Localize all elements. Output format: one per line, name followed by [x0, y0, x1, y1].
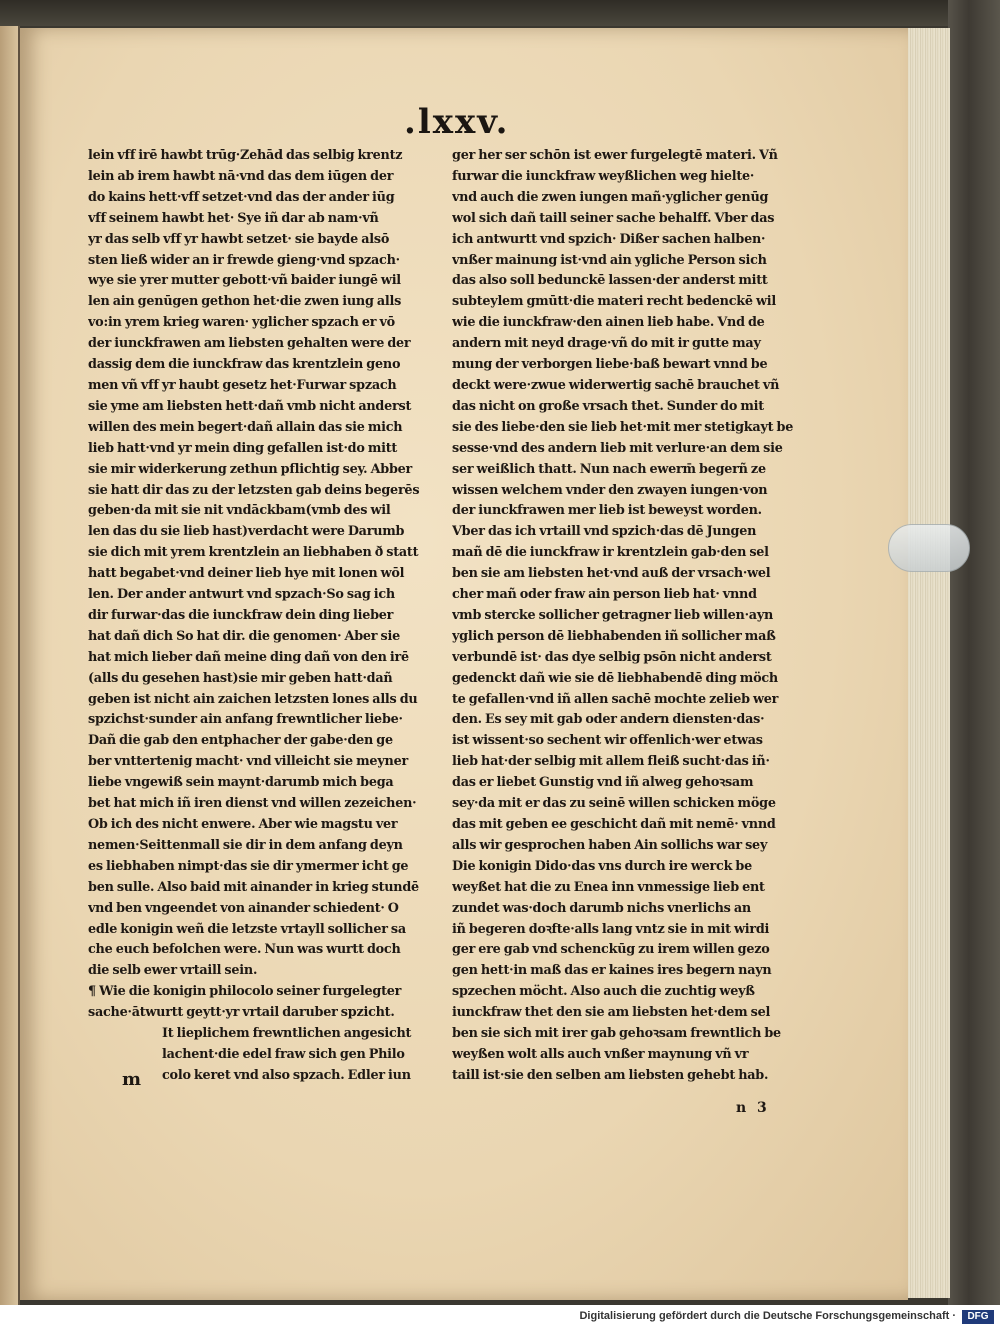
- text-line: vnd auch die zwen iungen mañ·yglicher genūg: [452, 189, 769, 205]
- text-line: sie dich mit yrem krentzlein an liebhaben ð statt: [88, 545, 419, 561]
- text-line: das also soll bedunckē lassen·der anderst mitt: [452, 273, 768, 289]
- text-line: gen hett·in maß das er kaines ires begern nayn: [452, 963, 772, 979]
- plastic-clip: [888, 524, 970, 572]
- text-line: der iunckfrawen mer lieb ist beweyst worden.: [452, 503, 762, 519]
- text-line: It lieplichem frewntlichen angesicht: [162, 1026, 412, 1042]
- text-line: ben sie sich mit irer gab gehoꝛsam frewntlich be: [452, 1026, 781, 1042]
- text-line: liebe vngewiß sein maynt·darumb mich bega: [88, 775, 394, 791]
- text-line: colo keret vnd also spzach. Edler iun: [162, 1067, 411, 1083]
- text-line: es liebhaben nimpt·das sie dir ymermer icht ge: [88, 858, 409, 874]
- text-line: hat dañ dich So hat dir. die genomen· Aber sie: [88, 628, 400, 644]
- text-line: das mit geben ee geschicht dañ mit nemē· vnnd: [452, 817, 776, 832]
- text-line: vnßer mainung ist·vnd ain ygliche Person sich: [452, 252, 767, 268]
- text-line: yr das selb vff yr hawbt setzet· sie bayde alsō: [88, 231, 390, 247]
- text-line: wye sie yrer mutter gebott·vñ baider iungē wil: [88, 273, 401, 289]
- text-line: vo:in yrem krieg waren· yglicher spzach er vō: [88, 315, 395, 331]
- text-line: der iunckfrawen am liebsten gehalten were der: [88, 336, 411, 352]
- text-line: men vñ vff yr haubt gesetz het·Furwar spzach: [88, 377, 397, 393]
- text-line: mung der verborgen liebe·baß bewart vnnd be: [452, 357, 768, 373]
- text-line: te gefallen·vnd iñ allen sachē mochte zelieb wer: [452, 691, 779, 707]
- text-line: lieb hatt·vnd yr mein ding gefallen ist·do mitt: [88, 440, 398, 456]
- footer-credit: Digitalisierung gefördert durch die Deutsche Forschungsgemeinschaft ·: [579, 1310, 956, 1322]
- text-line: sesse·vnd des andern lieb mit verlure·an dem sie: [452, 440, 783, 456]
- text-line: lieb hat·der selbig mit allem fleiß sucht·das iñ·: [452, 754, 770, 770]
- text-line: len ain genūgen gethon het·die zwen iung alls: [88, 294, 402, 310]
- text-line: sie hatt dir das zu der letzsten gab deins begerēs: [88, 482, 420, 498]
- text-line: len. Der ander antwurt vnd spzach·So sag ich: [88, 587, 395, 603]
- text-line: gedenckt dañ wie sie dē liebhabendē ding möch: [452, 670, 778, 686]
- text-line: ger her ser schōn ist ewer furgelegtē materi. Vñ: [452, 148, 778, 163]
- book-cover-top: [0, 0, 1000, 26]
- text-line: lein vff irē hawbt trūg·Zehād das selbig krentz: [88, 148, 403, 163]
- signature-mark: n 3: [736, 1100, 770, 1116]
- text-line: yglich person dē liebhabenden iñ sollicher maß: [452, 628, 776, 644]
- text-line: lein ab irem hawbt nā·vnd das dem iūgen der: [88, 168, 394, 184]
- text-line: ¶ Wie die konigin philocolo seiner furgelegter: [88, 984, 402, 1000]
- text-line: vff seinem hawbt het· Sye iñ dar ab nam·vñ: [88, 210, 379, 226]
- text-line: sten ließ wider an ir frewde gieng·vnd spzach·: [88, 252, 400, 268]
- text-line: geben·da mit sie nit vndāckbam(vmb des wil: [88, 503, 391, 519]
- text-line: ger ere gab vnd schenckūg zu irem willen gezo: [452, 942, 770, 958]
- text-line: ben sulle. Also baid mit ainander in krieg stundē: [88, 879, 419, 895]
- text-line: nemen·Seittenmall sie dir in dem anfang deyn: [88, 837, 403, 853]
- text-line: wissen welchem vnder den zwayen iungen·von: [452, 482, 768, 498]
- text-line: hat mich lieber dañ meine ding dañ von den irē: [88, 649, 409, 665]
- text-line: vnd ben vngeendet von ainander schiedent· O: [88, 900, 399, 916]
- text-line: furwar die iunckfraw weyßlichen weg hielte·: [452, 168, 755, 184]
- text-line: edle konigin weñ die letzste vrtayll sollicher sa: [88, 921, 406, 937]
- book-page: [20, 28, 908, 1300]
- text-line: wol sich dañ taill seiner sache behalff. Vber das: [452, 210, 775, 226]
- text-line: taill ist·sie den selben am liebsten gehebt hab.: [452, 1067, 769, 1083]
- dfg-logo: DFG: [962, 1310, 994, 1324]
- text-line: subteylem gmūtt·die materi recht bedenckē wil: [452, 294, 776, 310]
- text-line: lachent·die edel fraw sich gen Philo: [162, 1046, 405, 1062]
- footer-bar: [0, 1305, 1000, 1329]
- text-line: vmb stercke sollicher getragner lieb willen·ayn: [452, 607, 774, 623]
- text-line: Die konigin Dido·das vns durch ire werck be: [452, 858, 752, 874]
- text-line: iñ begeren doꝛfte·alls lang vntz sie in mit wirdi: [452, 921, 770, 937]
- text-line: (alls du gesehen hast)sie mir geben hatt·dañ: [88, 670, 393, 686]
- text-line: ser weißlich thatt. Nun nach ewerm̄ begerñ ze: [452, 461, 766, 477]
- text-line: geben ist nicht ain zaichen letzsten lones alls du: [88, 691, 418, 707]
- text-line: dir furwar·das die iunckfraw dein ding lieber: [88, 607, 394, 623]
- text-line: spzichst·sunder ain anfang frewntlicher liebe·: [88, 712, 403, 728]
- text-line: ben sie am liebsten het·vnd auß der vrsach·wel: [452, 566, 771, 582]
- text-line: sie des liebe·den sie lieb het·mit mer stetigkayt be: [452, 419, 794, 435]
- book-cover-right: [948, 0, 1000, 1305]
- text-line: mañ dē die iunckfraw ir krentzlein gab·den sel: [452, 545, 769, 561]
- text-line: Ob ich des nicht enwere. Aber wie magstu ver: [88, 817, 398, 832]
- text-line: alls wir gesprochen haben Ain sollichs war sey: [452, 837, 768, 853]
- text-line: ber vnttertenig macht· vnd villeicht sie meyner: [88, 754, 408, 770]
- text-line: das er liebet Gunstig vnd iñ alweg gehoꝛsam: [452, 775, 754, 791]
- text-line: weyßet hat die zu Enea inn vnmessige lieb ent: [452, 879, 765, 895]
- text-line: cher mañ oder fraw ain person lieb hat· vnnd: [452, 587, 757, 603]
- text-line: iunckfraw thet den sie am liebsten het·dem sel: [452, 1005, 771, 1021]
- text-line: len das du sie lieb hast)verdacht were Darumb: [88, 524, 405, 540]
- left-text-column: [88, 146, 432, 1087]
- text-line: verbundē ist· das dye selbig psōn nicht anderst: [452, 649, 772, 665]
- text-line: ich antwurtt vnd spzich· Dißer sachen halben·: [452, 231, 766, 247]
- text-line: sie mir widerkerung zethun pflichtig sey. Abber: [88, 461, 413, 477]
- text-line: dassig dem die iunckfraw das krentzlein geno: [88, 357, 401, 373]
- page-edges: [905, 28, 950, 1298]
- text-line: sie yme am liebsten hett·dañ vmb nicht anderst: [88, 398, 412, 414]
- text-line: das nicht on große vrsach thet. Sunder do mit: [452, 398, 764, 414]
- text-line: Dañ die gab den entphacher der gabe·den ge: [88, 733, 393, 749]
- text-line: andern mit neyd drage·vñ do mit ir gutte may: [452, 336, 761, 352]
- text-line: wie die iunckfraw·den ainen lieb habe. Vnd de: [452, 315, 765, 331]
- text-line: willen des mein begert·dañ allain das sie mich: [88, 419, 403, 435]
- text-line: die selb ewer vrtaill sein.: [88, 963, 258, 979]
- text-line: zundet was·doch darumb nichs vnerlichs an: [452, 900, 751, 916]
- text-line: sey·da mit er das zu seinē willen schicken möge: [452, 796, 776, 812]
- text-line: den. Es sey mit gab oder andern diensten·das·: [452, 712, 765, 728]
- text-line: Vber das ich vrtaill vnd spzich·das dē Jungen: [452, 524, 757, 540]
- text-line: ist wissent·so sechent wir offenlich·wer etwas: [452, 733, 763, 749]
- facing-page-edge: [0, 26, 20, 1305]
- text-line: sache·ātwurtt geytt·yr vrtail daruber spzicht.: [88, 1005, 395, 1021]
- folio-number: .lxxv.: [404, 102, 510, 142]
- initial-letter: m: [122, 1069, 142, 1090]
- text-line: che euch befolchen were. Nun was wurtt doch: [88, 942, 401, 958]
- text-line: deckt were·zwue widerwertig sachē brauchet vñ: [452, 377, 780, 393]
- text-line: weyßen wolt alls auch vnßer maynung vñ vr: [452, 1046, 749, 1062]
- text-line: hatt begabet·vnd deiner lieb hye mit lonen wōl: [88, 566, 405, 582]
- text-line: bet hat mich iñ iren dienst vnd willen zezeichen·: [88, 796, 417, 812]
- text-line: spzechen möcht. Also auch die zuchtig weyß: [452, 984, 755, 1000]
- right-text-column: [452, 146, 804, 1087]
- text-line: do kains hett·vff setzet·vnd das der ander iūg: [88, 189, 395, 205]
